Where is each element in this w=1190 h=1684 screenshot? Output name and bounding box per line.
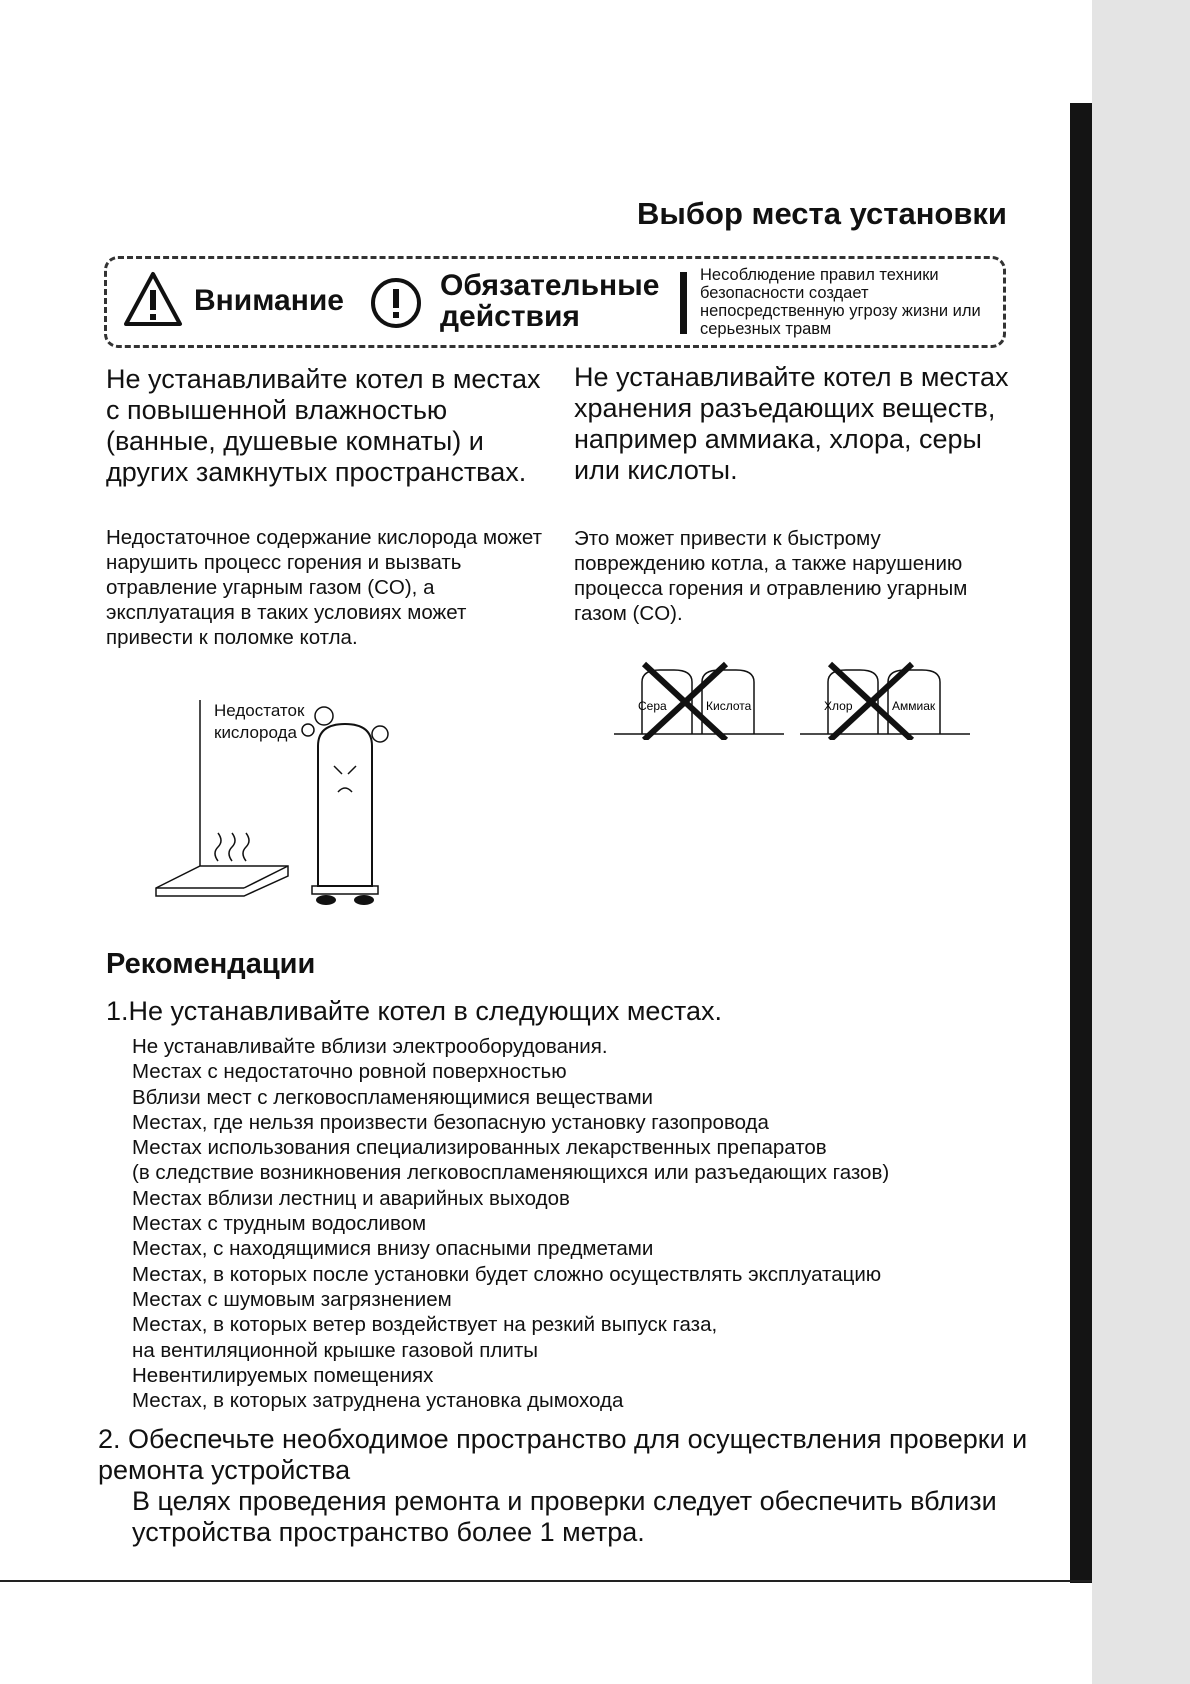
list-item: Местах с шумовым загрязнением [132, 1287, 452, 1311]
corrosive-warning-text: Это может привести к быстрому повреждению котла, а также нарушению процесса горения и отравлению угарным газом (CO). [574, 527, 968, 625]
list-item: Местах, с находящимися внизу опасными предметами [132, 1237, 654, 1261]
page-title: Выбор места установки [637, 196, 1007, 231]
warning-label: Внимание [194, 284, 344, 317]
bottle-label-chlorine: Хлор [824, 699, 853, 713]
mandatory-action-icon [370, 277, 422, 329]
list-item: Местах с недостаточно ровной поверхностью [132, 1060, 567, 1084]
list-item: (в следствие возникновения легковоспламеняющихся или разъедающих газов) [132, 1161, 890, 1185]
chlorine-ammonia-bottles-illustration [800, 660, 970, 740]
mandatory-label: Обязательные действия [440, 269, 660, 333]
sulfur-acid-bottles-illustration [614, 660, 784, 740]
bottle-label-acid: Кислота [706, 699, 752, 713]
list-item: Местах использования специализированных лекарственных препаратов [132, 1136, 827, 1160]
humidity-warning-heading: Не устанавливайте котел в местах с повышенной влажностью (ванные, душевые комнаты) и других замкнутых пространствах. [106, 364, 541, 487]
bottom-divider [0, 1580, 1092, 1582]
recommendation-2-heading: 2. Обеспечьте необходимое пространство для осуществления проверки и ремонта устройства [98, 1424, 1028, 1485]
recommendation-2-text: В целях проведения ремонта и проверки следует обеспечить вблизи устройства пространство более 1 метра. [132, 1486, 997, 1547]
page-margin-strip [1092, 0, 1190, 1684]
list-item: Местах, где нельзя произвести безопасную установку газопровода [132, 1110, 769, 1134]
list-item: Местах, в которых после установки будет сложно осуществлять эксплуатацию [132, 1262, 882, 1286]
recommendations-title: Рекомендации [106, 948, 316, 980]
list-item: Невентилируемых помещениях [132, 1363, 434, 1387]
figure-caption: Недостаток кислорода [214, 701, 305, 742]
warning-triangle-icon [122, 270, 184, 328]
humidity-warning-text: Недостаточное содержание кислорода может нарушить процесс горения и вызвать отравление угарным газом (CO), а эксплуатация в таких условиях может привести к поломке котла. [106, 526, 543, 649]
list-item: на вентиляционной крышке газовой плиты [132, 1338, 538, 1362]
bottle-label-sulfur: Сера [638, 699, 667, 713]
corrosive-warning-heading: Не устанавливайте котел в местах хранения разъедающих веществ, например аммиака, хлора, серы или кислоты. [574, 362, 1009, 485]
forbidden-locations-list [132, 1034, 1062, 1413]
list-item: Местах, в которых затруднена установка дымохода [132, 1389, 624, 1413]
list-item: Не устанавливайте вблизи электрооборудования. [132, 1035, 608, 1058]
bottle-label-ammonia: Аммиак [892, 699, 936, 713]
chapter-tab-bar [1070, 103, 1092, 1583]
list-item: Вблизи мест с легковоспламеняющимися веществами [132, 1085, 653, 1109]
legend-separator [680, 272, 687, 334]
list-item: Местах вблизи лестниц и аварийных выходов [132, 1186, 570, 1210]
legend-note: Несоблюдение правил техники безопасности создает непосредственную угрозу жизни или серьезных травм [700, 266, 981, 338]
list-item: Местах с трудным водосливом [132, 1212, 427, 1236]
list-item: Местах, в которых ветер воздействует на резкий выпуск газа, [132, 1313, 718, 1337]
recommendation-1-heading: 1.Не устанавливайте котел в следующих местах. [106, 996, 722, 1026]
